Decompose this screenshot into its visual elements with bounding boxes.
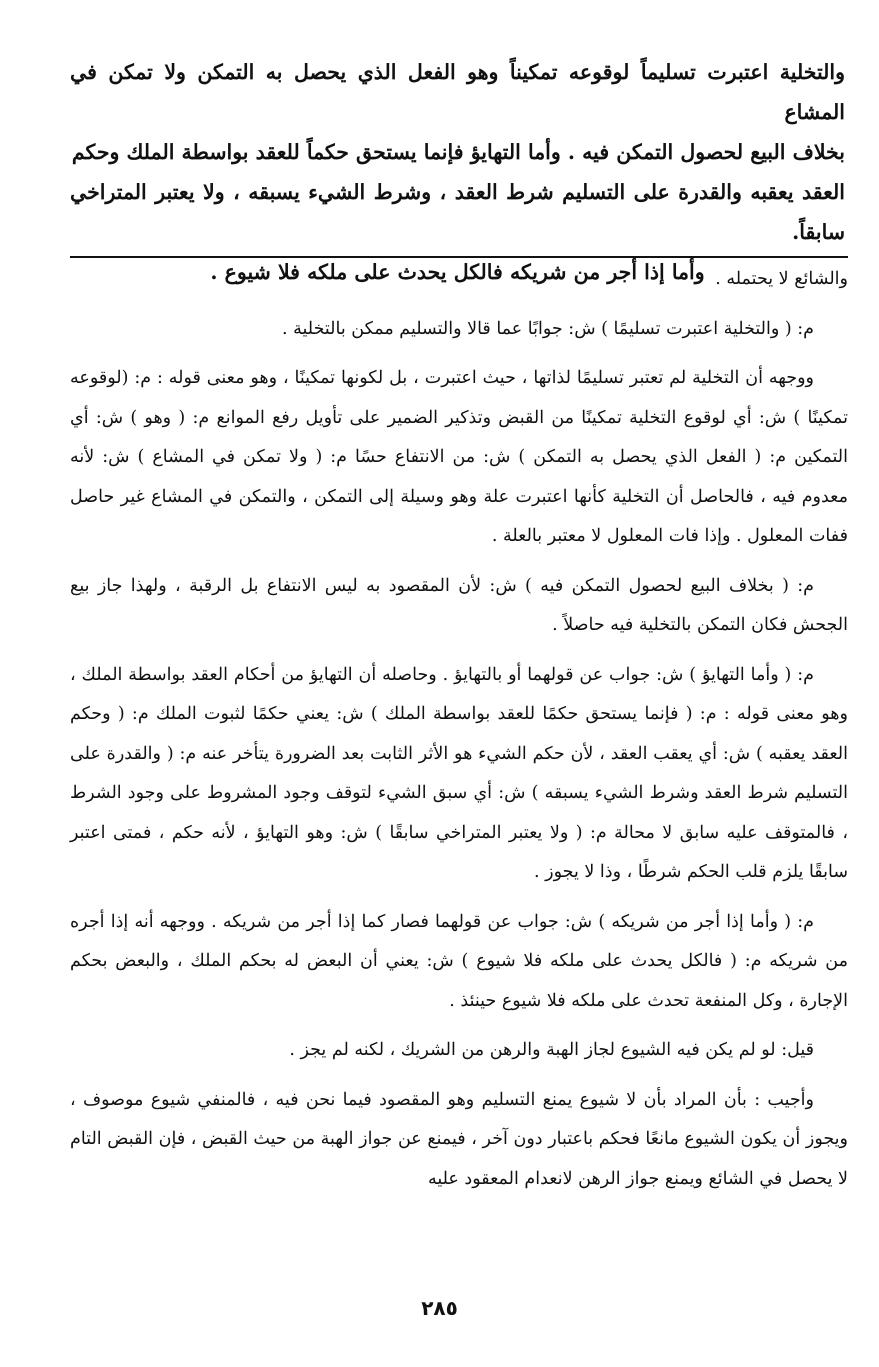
matn-line: بخلاف البيع لحصول التمكن فيه . وأما التهايؤ فإنما يستحق حكماً للعقد بواسطة الملك وحكم bbox=[71, 140, 845, 164]
sharh-paragraph: قيل: لو لم يكن فيه الشيوع لجاز الهبة والرهن من الشريك ، لكنه لم يجز . bbox=[289, 1040, 814, 1060]
matn-line: والتخلية اعتبرت تسليماً لوقوعه تمكيناً وهو الفعل الذي يحصل به التمكن ولا تمكن في المشاع bbox=[70, 60, 845, 124]
sharh-paragraph: م: ( بخلاف البيع لحصول التمكن فيه ) ش: لأن المقصود به ليس الانتفاع بل الرقبة ، ولهذا جاز بيع الجحش فكان التمكن بالتخلية فيه حاصلاً . bbox=[70, 575, 848, 635]
sharh-text-block bbox=[70, 260, 848, 1209]
sharh-paragraph: والشائع لا يحتمله . bbox=[715, 269, 848, 289]
sharh-paragraph: ووجهه أن التخلية لم تعتبر تسليمًا لذاتها ، حيث اعتبرت ، بل لكونها تمكينًا ، وهو معنى قوله : م: (لوقوعه تمكينًا ) ش: أي لوقوع التخلية تمكينًا من القبض وتذكير الضمير على تأويل رفع الموانع م: ( وهو ) ش: أي التمكين م: ( الفعل الذي يحصل به التمكن ) ش: من الانتفاع حسًا م: ( ولا تمكن في المشاع ) ش: لأنه معدوم فيه ، فالحاصل أن التخلية كأنها اعتبرت علة وهو وسيلة إلى التمكن ، والتمكن في المشاع غير حاصل ففات المعلول . وإذا فات المعلول لا معتبر بالعلة . bbox=[70, 368, 848, 546]
sharh-paragraph: وأجيب : بأن المراد بأن لا شيوع يمنع التسليم وهو المقصود فيما نحن فيه ، فالمنفي شيوع موصوف ، ويجوز أن يكون الشيوع مانعًا فحكم باعتبار دون آخر ، فيمنع عن جواز الهبة من حيث القبض ، فإن القبض التام لا يحصل في الشائع ويمنع جواز الرهن لانعدام المعقود عليه bbox=[70, 1089, 848, 1189]
separator-rule bbox=[70, 256, 848, 258]
matn-line: وأما إذا أجر من شريكه فالكل يحدث على ملكه فلا شيوع . bbox=[210, 260, 705, 284]
sharh-paragraph: م: ( والتخلية اعتبرت تسليمًا ) ش: جوابًا عما قالا والتسليم ممكن بالتخلية . bbox=[282, 318, 814, 339]
matn-line: العقد يعقبه والقدرة على التسليم شرط العقد ، وشرط الشيء يسبقه ، ولا يعتبر المتراخي سابقاً. bbox=[70, 180, 845, 244]
sharh-paragraph: م: ( وأما التهايؤ ) ش: جواب عن قولهما أو بالتهايؤ . وحاصله أن التهايؤ من أحكام العقد بواسطة الملك ، وهو معنى قوله : م: ( فإنما يستحق حكمًا للعقد بواسطة الملك ) ش: يعني حكمًا لثبوت الملك م: ( وحكم العقد يعقبه ) ش: أي يعقب العقد ، لأن حكم الشيء هو الأثر الثابت بعد الضرورة يتأخر عنه م: ( والقدرة على التسليم شرط العقد وشرط الشيء يسبقه ) ش: أي سبق الشيء لتوقف وجود المشروط على وجود الشرط ، فالمتوقف عليه سابق لا محالة م: ( ولا يعتبر المتراخي سابقًا ) ش: وهو التهايؤ ، لأنه حكم ، فمتى اعتبر سابقًا يلزم قلب الحكم شرطًا ، وذا لا يجوز . bbox=[70, 664, 848, 882]
sharh-paragraph: م: ( وأما إذا أجر من شريكه ) ش: جواب عن قولهما فصار كما إذا أجر من شريكه . ووجهه أنه إذا أجره من شريكه م: ( فالكل يحدث على ملكه فلا شيوع ) ش: يعني أن البعض له بحكم الملك ، والبعض بحكم الإجارة ، وكل المنفعة تحدث على ملكه فلا شيوع حينئذ . bbox=[70, 911, 848, 1011]
page-number: ٢٨٥ bbox=[421, 1296, 458, 1320]
